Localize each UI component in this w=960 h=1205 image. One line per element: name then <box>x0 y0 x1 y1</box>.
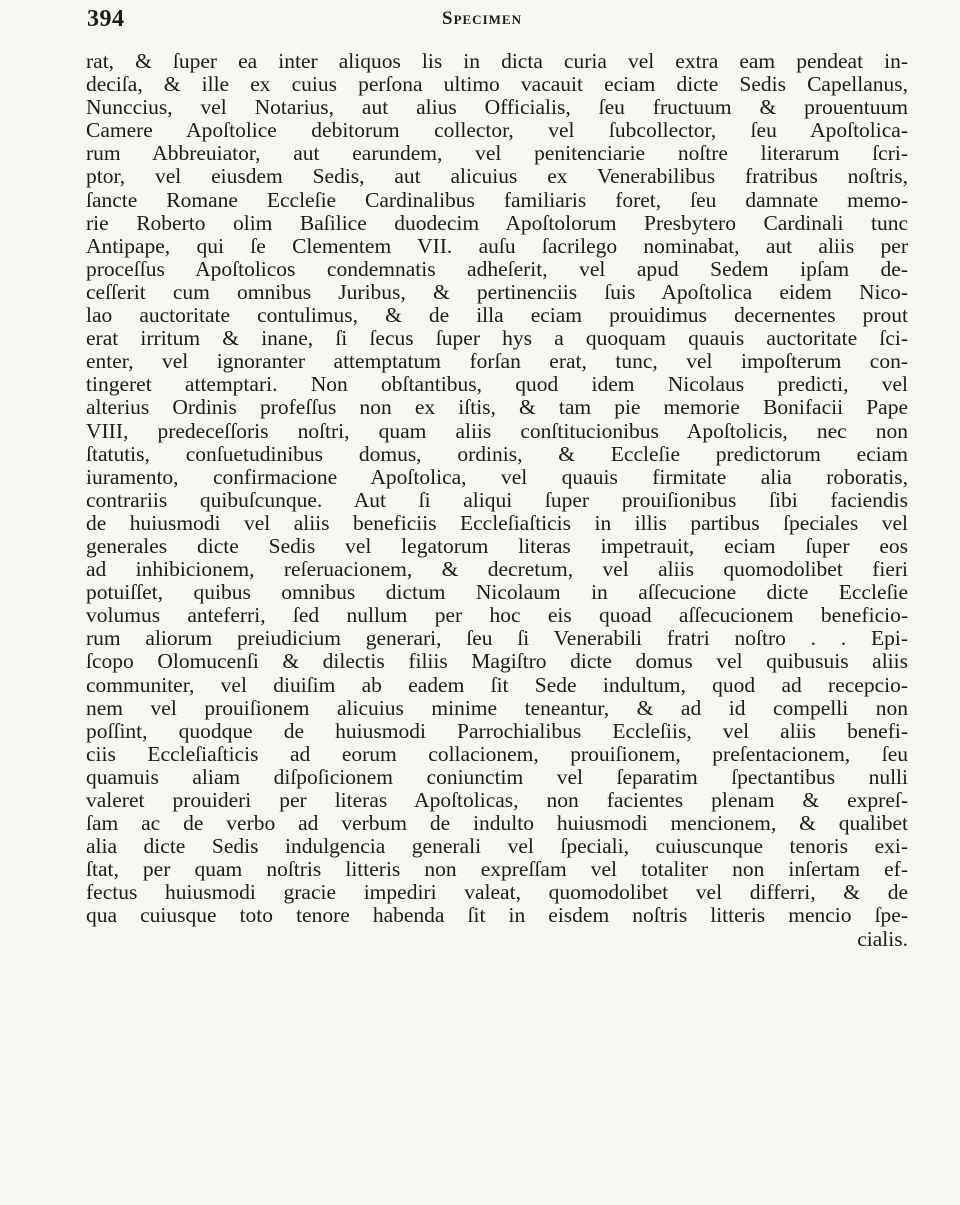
text-line: Nunccius, vel Notarius, aut alius Officialis, ſeu fructuum & prouentuum <box>86 96 908 120</box>
text-line: de huiusmodi vel aliis beneficiis Eccleſiaſticis in illis partibus ſpeciales vel <box>86 511 908 535</box>
text-line: ſam ac de verbo ad verbum de indulto huiusmodi mencionem, & qualibet <box>86 812 908 836</box>
text-line: ſcopo Olomucenſi & dilectis filiis Magiſtro dicte domus vel quibusuis aliis <box>86 650 908 674</box>
text-line: iuramento, confirmacione Apoſtolica, vel quauis firmitate alia roboratis, <box>86 465 908 489</box>
text-line: ſancte Romane Eccleſie Cardinalibus familiaris foret, ſeu damnate memo- <box>86 188 908 212</box>
text-line: ptor, vel eiusdem Sedis, aut alicuius ex Venerabilibus fratribus noſtris, <box>86 165 908 189</box>
text-line: ſtatutis, conſuetudinibus domus, ordinis, & Eccleſie predictorum eciam <box>86 442 908 466</box>
text-line: contrariis quibuſcunque. Aut ſi aliqui ſuper prouiſionibus ſibi faciendis <box>86 488 908 512</box>
text-line: lao auctoritate contulimus, & de illa eciam prouidimus decernentes prout <box>86 304 908 328</box>
text-line: rat, & ſuper ea inter aliquos lis in dicta curia vel extra eam pendeat in- <box>86 50 908 73</box>
text-line: Camere Apoſtolice debitorum collector, vel ſubcollector, ſeu Apoſtolica- <box>86 119 908 143</box>
text-line: VIII, predeceſſoris noſtri, quam aliis conſtitucionibus Apoſtolicis, nec non <box>86 419 908 443</box>
text-line: qua cuiusque toto tenore habenda ſit in eisdem noſtris litteris mencio ſpe- <box>86 904 908 928</box>
text-line: proceſſus Apoſtolicos condemnatis adheſerit, vel apud Sedem ipſam de- <box>86 257 908 281</box>
text-line: fectus huiusmodi gracie impediri valeat, quomodolibet vel differri, & de <box>86 881 908 905</box>
text-line: Antipape, qui ſe Clementem VII. auſu ſacrilego nominabat, aut aliis per <box>86 234 908 258</box>
text-line: deciſa, & ille ex cuius perſona ultimo vacauit eciam dicte Sedis Capellanus, <box>86 73 908 97</box>
running-title: Specimen <box>442 8 522 29</box>
text-line: ſtat, per quam noſtris litteris non expreſſam vel totaliter non inſertam ef- <box>86 858 908 882</box>
text-line: enter, vel ignoranter attemptatum forſan erat, tunc, vel impoſterum con- <box>86 350 908 374</box>
text-line: volumus anteferri, ſed nullum per hoc eis quoad aſſecucionem beneficio- <box>86 604 908 628</box>
text-line: nem vel prouiſionem alicuius minime teneantur, & ad id compelli non <box>86 696 908 720</box>
text-line: cialis. <box>857 927 908 951</box>
text-line: quamuis aliam diſpoſicionem coniunctim vel ſeparatim ſpectantibus nulli <box>86 765 908 789</box>
text-line: generales dicte Sedis vel legatorum literas impetrauit, eciam ſuper eos <box>86 534 908 558</box>
text-line: rum aliorum preiudicium generari, ſeu ſi Venerabili fratri noſtro . . Epi- <box>86 627 908 651</box>
text-line: rie Roberto olim Baſilice duodecim Apoſtolorum Presbytero Cardinali tunc <box>86 211 908 235</box>
text-line: rum Abbreuiator, aut earundem, vel penitenciarie noſtre literarum ſcri- <box>86 142 908 166</box>
running-head <box>87 6 917 36</box>
text-line: valeret prouideri per literas Apoſtolicas, non facientes plenam & expreſ- <box>86 789 908 812</box>
text-line: potuiſſet, quibus omnibus dictum Nicolaum in aſſecucione dicte Eccleſie <box>86 581 908 605</box>
text-line: alterius Ordinis profeſſus non ex iſtis, & tam pie memorie Bonifacii Pape <box>86 396 908 420</box>
text-line: alia dicte Sedis indulgencia generali vel ſpeciali, cuiuscunque tenoris exi- <box>86 835 908 859</box>
text-line: communiter, vel diuiſim ab eadem ſit Sede indultum, quod ad recepcio- <box>86 673 908 697</box>
text-line: erat irritum & inane, ſi ſecus ſuper hys a quoquam quauis auctoritate ſci- <box>86 327 908 351</box>
body-text <box>86 50 908 951</box>
text-line: tingeret attemptari. Non obſtantibus, quod idem Nicolaus predicti, vel <box>86 373 908 397</box>
text-line: poſſint, quodque de huiusmodi Parrochialibus Eccleſiis, vel aliis benefi- <box>86 719 908 743</box>
text-line: ad inhibicionem, reſeruacionem, & decretum, vel aliis quomodolibet fieri <box>86 558 908 582</box>
text-line: ciis Eccleſiaſticis ad eorum collacionem, prouiſionem, preſentacionem, ſeu <box>86 742 908 766</box>
page-number: 394 <box>87 6 125 32</box>
text-line: ceſſerit cum omnibus Juribus, & pertinenciis ſuis Apoſtolica eidem Nico- <box>86 280 908 304</box>
